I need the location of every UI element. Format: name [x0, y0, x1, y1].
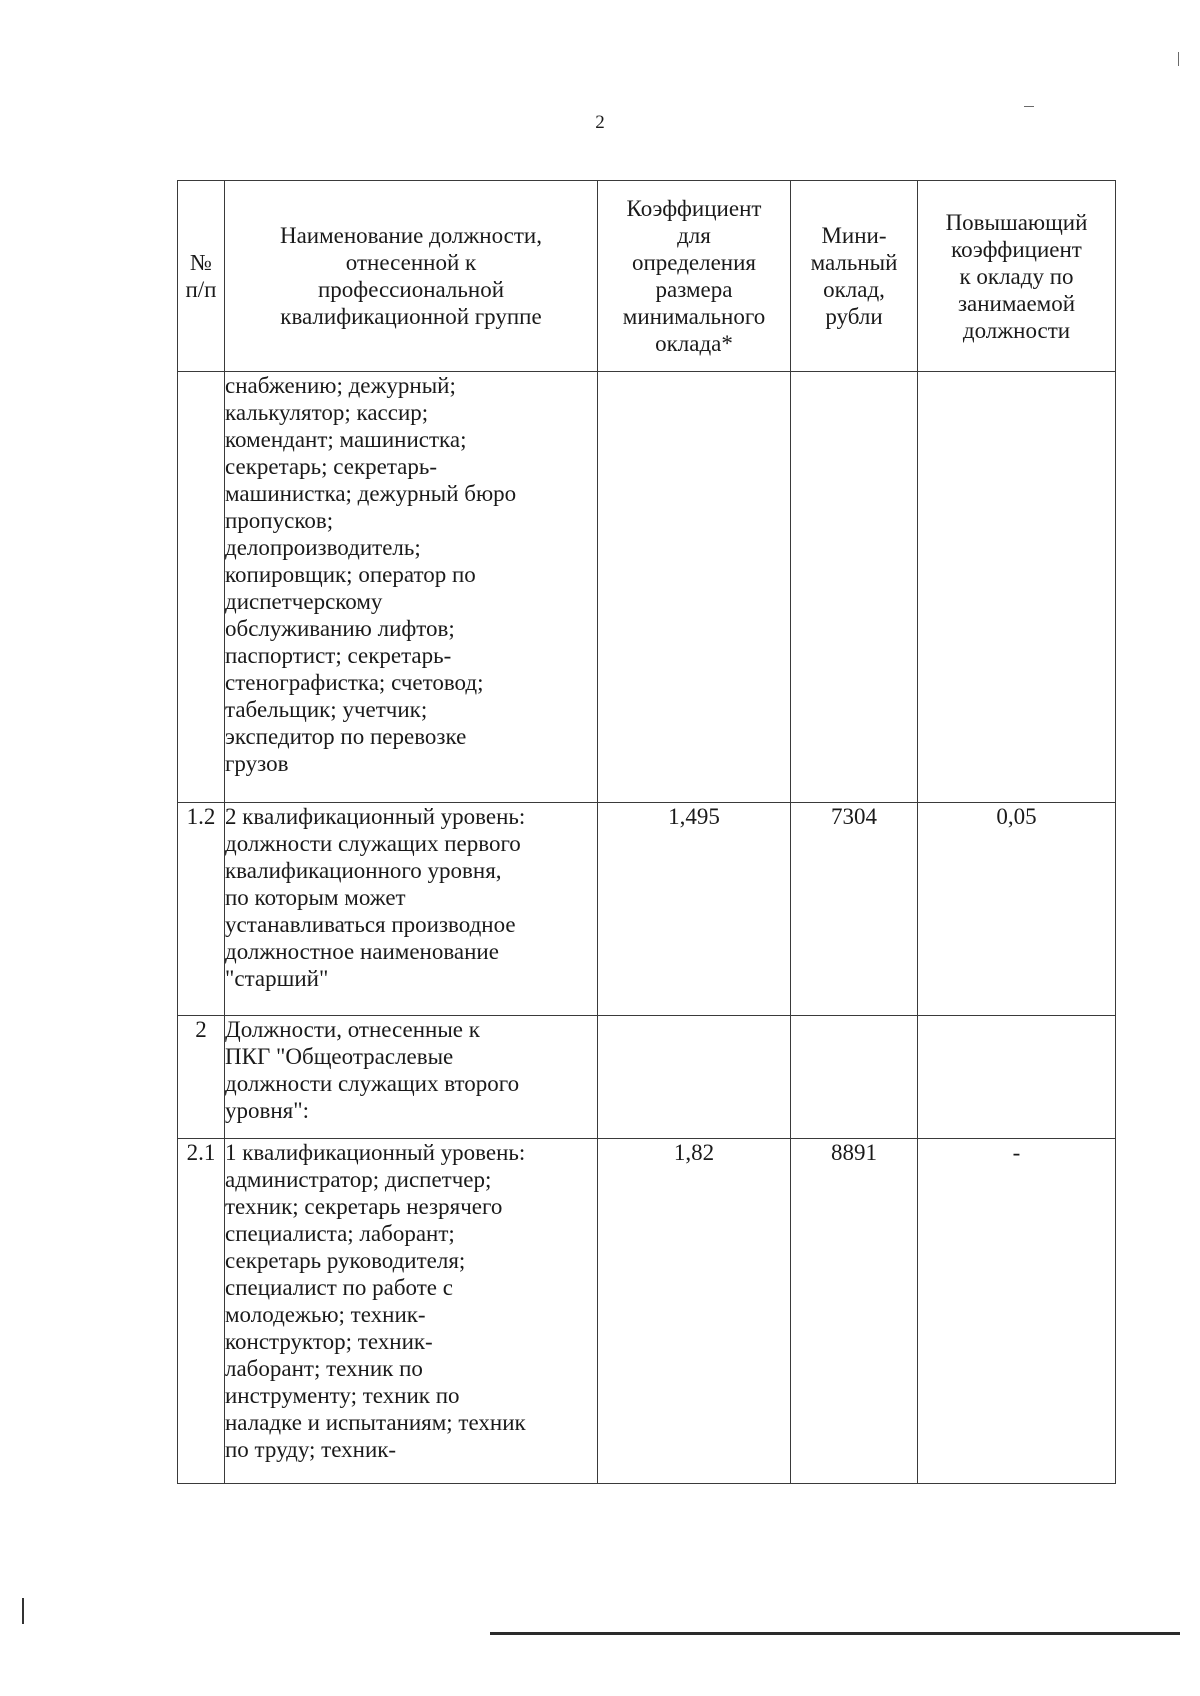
row-num: 2: [178, 1016, 225, 1139]
table-row: [178, 372, 1116, 803]
row-increase-coefficient: 0,05: [918, 803, 1116, 1016]
row-num: 2.1: [178, 1139, 225, 1484]
page-number: 2: [595, 112, 605, 133]
row-position-name: 1 квалификационный уровень: администратор; диспетчер; техник; секретарь незрячего специалиста; лаборант; секретарь руководителя; специалист по работе с молодежью; техник- конструктор; техник- лаборант; техник по инструменту; техник по наладке и испытаниям; техник по труду; техник-: [225, 1139, 598, 1484]
row-coefficient: 1,495: [598, 803, 791, 1016]
table-row: [178, 1139, 1116, 1484]
row-num: 1.2: [178, 803, 225, 1016]
table-header-row: [178, 181, 1116, 372]
header-coefficient: Коэффициент для определения размера минимального оклада*: [598, 181, 791, 372]
header-num: № п/п: [178, 181, 225, 372]
table-row: [178, 1016, 1116, 1139]
row-min-salary: 7304: [791, 803, 918, 1016]
row-position-name: Должности, отнесенные к ПКГ "Общеотраслевые должности служащих второго уровня":: [225, 1016, 598, 1139]
row-position-name: снабжению; дежурный; калькулятор; кассир; комендант; машинистка; секретарь; секретарь- машинистка; дежурный бюро пропусков; делопроизводитель; копировщик; оператор по диспетчерскому обслуживанию лифтов; паспортист; секретарь- стенографистка; счетовод; табельщик; учетчик; экспедитор по перевозке грузов: [225, 372, 598, 803]
table-row: [178, 803, 1116, 1016]
scan-artifact-top-right: [1178, 52, 1179, 66]
row-coefficient: [598, 372, 791, 803]
row-min-salary: [791, 372, 918, 803]
header-position-name: Наименование должности, отнесенной к профессиональной квалификационной группе: [225, 181, 598, 372]
header-increase-coefficient: Повышающий коэффициент к окладу по занимаемой должности: [918, 181, 1116, 372]
row-increase-coefficient: -: [918, 1139, 1116, 1484]
scan-artifact-top-dash: [1024, 106, 1034, 107]
header-min-salary: Мини- мальный оклад, рубли: [791, 181, 918, 372]
row-increase-coefficient: [918, 1016, 1116, 1139]
row-min-salary: [791, 1016, 918, 1139]
row-position-name: 2 квалификационный уровень: должности служащих первого квалификационного уровня, по которым может устанавливаться производное должностное наименование "старший": [225, 803, 598, 1016]
row-num: [178, 372, 225, 803]
scan-artifact-bottom-line: [490, 1632, 1180, 1635]
row-coefficient: [598, 1016, 791, 1139]
row-min-salary: 8891: [791, 1139, 918, 1484]
salary-table: [177, 180, 1116, 1484]
row-increase-coefficient: [918, 372, 1116, 803]
scan-artifact-bottom-left: [22, 1598, 24, 1624]
row-coefficient: 1,82: [598, 1139, 791, 1484]
